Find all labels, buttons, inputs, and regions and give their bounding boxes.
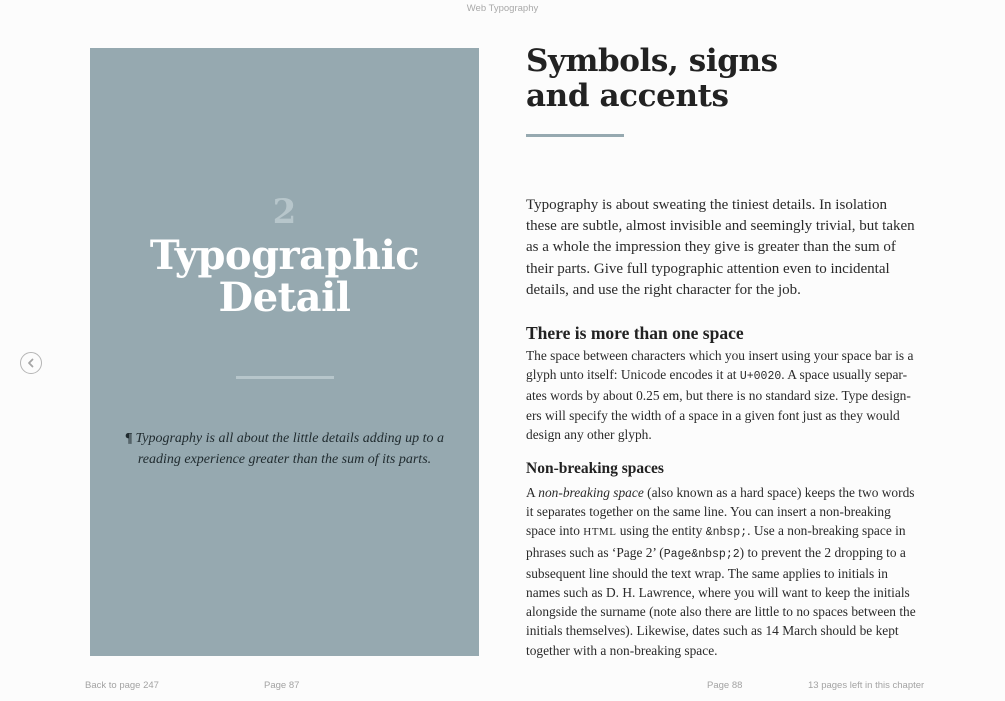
code-unicode-space: U+0020 bbox=[739, 370, 782, 384]
chapter-title bbox=[90, 232, 479, 321]
title-divider bbox=[526, 134, 624, 137]
intro-paragraph: Typography is about sweating the tiniest details. In isolation these are subtle, almost invisible and seemingly trivial, but taken as a whole the impression they give is greater than the sum of their parts. Give full typographic attention even to incidental details, and use the right character for the job. bbox=[526, 197, 915, 298]
section-paragraph-nbsp bbox=[526, 483, 918, 660]
article-title-line-2: and accents bbox=[526, 78, 729, 114]
epigraph-text: Typography is all about the little details adding up to a reading experience greater than the sum of its parts. bbox=[135, 431, 445, 467]
back-to-page-link[interactable]: Back to page 247 bbox=[85, 680, 159, 691]
previous-page-button[interactable] bbox=[20, 352, 42, 374]
chapter-divider bbox=[236, 376, 334, 379]
chevron-left-icon bbox=[26, 358, 36, 368]
text-run: (also known as a hard space) keeps the two words it separates together on the same line. You can insert a non-breaking space into bbox=[526, 485, 915, 539]
article-page bbox=[526, 44, 918, 660]
code-nbsp-entity: &nbsp; bbox=[705, 526, 748, 540]
text-run: ) to prevent the 2 dropping to a subsequent line should the text wrap. The same applies to initials in names such as D. H. Lawrence, where you will want to keep the initials alongside the surname (note also there are little to no spaces between the initials themselves). Likewise, dates such as 14 March should be kept together with a non-breaking space. bbox=[526, 544, 916, 658]
page-number-left: Page 87 bbox=[264, 680, 300, 691]
pages-remaining: 13 pages left in this chapter bbox=[808, 680, 925, 691]
app-title: Web Typography bbox=[466, 3, 539, 14]
chapter-title-line-2: Detail bbox=[218, 274, 351, 321]
text-run: A bbox=[526, 485, 539, 501]
abbr-html: HTML bbox=[583, 526, 617, 539]
article-title bbox=[526, 44, 918, 114]
text-run: The space between characters which you insert using your space bar is a glyph unto itself: Unicode encodes it at bbox=[526, 348, 914, 383]
section-heading-nbsp: Non-breaking spaces bbox=[526, 460, 664, 478]
chapter-epigraph bbox=[120, 428, 449, 470]
text-run: . Use a non-breaking space in phrases such as ‘Page 2’ ( bbox=[526, 523, 906, 560]
section-paragraph-spaces bbox=[526, 346, 918, 444]
article-title-line-1: Symbols, signs bbox=[526, 43, 778, 79]
page-number-right: Page 88 bbox=[707, 680, 743, 691]
section-heading-spaces: There is more than one space bbox=[526, 323, 744, 344]
text-run: using the entity bbox=[616, 523, 706, 539]
code-page-example: Page&nbsp;2 bbox=[663, 547, 740, 561]
pilcrow-icon: ¶ bbox=[124, 431, 133, 446]
chapter-title-line-1: Typographic bbox=[149, 232, 420, 279]
chapter-opener-panel bbox=[90, 48, 479, 656]
chapter-number: 2 bbox=[272, 192, 297, 232]
text-run: . A space usually separ- ates words by about 0.25 em, but there is no standard size. Type design- ers will specify the width of a space in a given font just as they would design any other glyph. bbox=[526, 367, 911, 442]
emphasis-term: non-breaking space bbox=[538, 485, 644, 501]
